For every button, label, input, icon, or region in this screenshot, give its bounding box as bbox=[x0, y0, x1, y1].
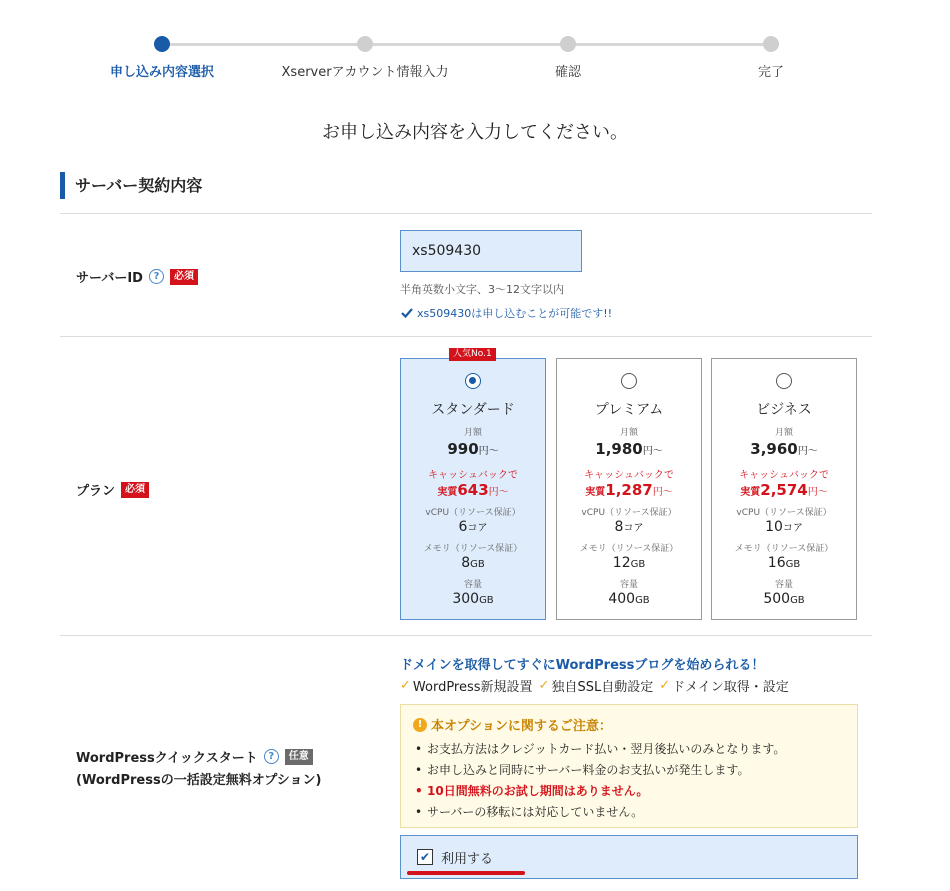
cpu-unit: コア bbox=[623, 523, 644, 534]
memory-value bbox=[401, 555, 545, 571]
cashback-label: キャッシュバックで bbox=[739, 470, 829, 481]
server-id-label-text: サーバーID bbox=[76, 271, 143, 286]
real-label: 実質 bbox=[740, 487, 761, 498]
cashback-price bbox=[557, 481, 701, 499]
cashback-value: 2,574 bbox=[760, 481, 808, 499]
optional-badge: 任意 bbox=[285, 749, 313, 765]
plan-radio[interactable] bbox=[776, 373, 792, 389]
step-label: 申し込み内容選択 bbox=[109, 65, 214, 80]
step-label: 確認 bbox=[554, 65, 581, 80]
cpu-unit: コア bbox=[467, 523, 488, 534]
step-label: Xserverアカウント情報入力 bbox=[281, 65, 449, 80]
storage-value bbox=[712, 591, 856, 607]
storage-number: 500 bbox=[763, 591, 791, 607]
memory-number: 16 bbox=[767, 555, 786, 571]
progress-steps bbox=[60, 34, 870, 84]
monthly-label: 月額 bbox=[619, 428, 638, 438]
plan-price bbox=[401, 440, 545, 458]
cashback-label: キャッシュバックで bbox=[584, 470, 674, 481]
cashback-price bbox=[712, 481, 856, 499]
row-divider bbox=[60, 635, 872, 636]
help-icon[interactable]: ? bbox=[264, 749, 279, 764]
real-label: 実質 bbox=[585, 487, 606, 498]
wp-feature-item bbox=[539, 676, 654, 695]
plan-name: ビジネス bbox=[756, 402, 812, 418]
ok-message-text: xs509430は申し込むことが可能です!! bbox=[417, 307, 613, 320]
check-icon: ✓ bbox=[659, 678, 671, 693]
cpu-value bbox=[712, 519, 856, 535]
storage-label: 容量 bbox=[774, 580, 793, 590]
server-id-label bbox=[76, 267, 198, 286]
storage-value bbox=[401, 591, 545, 607]
cpu-label: vCPU（リソース保証） bbox=[736, 508, 832, 518]
wp-feature-label: 独自SSL自動設定 bbox=[551, 680, 654, 695]
server-id-input[interactable] bbox=[400, 230, 582, 272]
highlight-underline bbox=[407, 871, 525, 875]
real-label: 実質 bbox=[437, 487, 458, 498]
step-confirm bbox=[468, 34, 668, 80]
monthly-label: 月額 bbox=[774, 428, 793, 438]
step-complete bbox=[671, 34, 871, 80]
wp-quickstart-sublabel: (WordPressの一括設定無料オプション) bbox=[76, 773, 322, 788]
plan-label-text: プラン bbox=[76, 484, 116, 499]
plan-name: スタンダード bbox=[431, 402, 515, 418]
storage-label: 容量 bbox=[463, 580, 482, 590]
required-badge: 必須 bbox=[121, 482, 149, 498]
storage-number: 300 bbox=[452, 591, 480, 607]
price-unit: 円〜 bbox=[478, 446, 499, 457]
plan-card-premium[interactable] bbox=[556, 358, 702, 620]
wp-quickstart-label bbox=[76, 747, 313, 766]
plan-name: プレミアム bbox=[594, 402, 664, 418]
check-icon bbox=[400, 307, 414, 319]
step-label: 完了 bbox=[757, 65, 784, 80]
wp-features bbox=[400, 676, 789, 695]
plan-card-business[interactable] bbox=[711, 358, 857, 620]
notice-box bbox=[400, 704, 858, 828]
cpu-unit: コア bbox=[782, 523, 803, 534]
section-title: サーバー契約内容 bbox=[60, 172, 202, 199]
cashback-price bbox=[401, 481, 545, 499]
wp-feature-item bbox=[659, 676, 789, 695]
check-icon: ✓ bbox=[400, 678, 411, 693]
step-dot-active bbox=[154, 36, 170, 52]
price-unit: 円〜 bbox=[642, 446, 663, 457]
plan-price bbox=[712, 440, 856, 458]
price-unit: 円〜 bbox=[797, 446, 818, 457]
cpu-number: 8 bbox=[614, 519, 624, 535]
cpu-value bbox=[401, 519, 545, 535]
step-account-info bbox=[265, 34, 465, 80]
memory-unit: GB bbox=[630, 559, 646, 570]
storage-number: 400 bbox=[608, 591, 636, 607]
price-value: 3,960 bbox=[750, 440, 798, 458]
cashback-unit: 円〜 bbox=[488, 487, 509, 498]
price-value: 1,980 bbox=[595, 440, 643, 458]
cashback-unit: 円〜 bbox=[652, 487, 673, 498]
row-divider bbox=[60, 213, 872, 214]
memory-value bbox=[557, 555, 701, 571]
storage-unit: GB bbox=[635, 595, 650, 606]
plan-card-standard[interactable] bbox=[400, 349, 546, 620]
cashback-value: 1,287 bbox=[605, 481, 653, 499]
use-checkbox[interactable]: ✔ bbox=[417, 849, 433, 865]
notice-title bbox=[413, 715, 845, 734]
monthly-label: 月額 bbox=[463, 428, 482, 438]
memory-unit: GB bbox=[785, 559, 801, 570]
plan-radio[interactable] bbox=[465, 373, 481, 389]
memory-label: メモリ（リソース保証） bbox=[423, 544, 523, 554]
server-id-hint: 半角英数小文字、3〜12文字以内 bbox=[400, 283, 564, 296]
memory-label: メモリ（リソース保証） bbox=[579, 544, 679, 554]
required-badge: 必須 bbox=[170, 269, 198, 285]
cashback-unit: 円〜 bbox=[807, 487, 828, 498]
step-select-content bbox=[62, 34, 262, 80]
cpu-label: vCPU（リソース保証） bbox=[581, 508, 677, 518]
cashback-label: キャッシュバックで bbox=[428, 470, 518, 481]
price-value: 990 bbox=[447, 440, 479, 458]
step-dot bbox=[560, 36, 576, 52]
warning-icon: ! bbox=[413, 718, 427, 732]
wp-feature-item bbox=[400, 676, 533, 695]
step-dot bbox=[763, 36, 779, 52]
cashback-value: 643 bbox=[457, 481, 489, 499]
cpu-label: vCPU（リソース保証） bbox=[425, 508, 521, 518]
server-id-ok-message bbox=[400, 305, 612, 321]
notice-title-text: 本オプションに関するご注意： bbox=[431, 719, 612, 734]
help-icon[interactable]: ? bbox=[149, 269, 164, 284]
notice-list bbox=[413, 739, 845, 823]
step-dot bbox=[357, 36, 373, 52]
memory-number: 12 bbox=[612, 555, 631, 571]
use-label[interactable]: 利用する bbox=[441, 851, 494, 867]
storage-unit: GB bbox=[790, 595, 805, 606]
notice-item: • サーバーの移転には対応していません。 bbox=[413, 802, 845, 823]
memory-label: メモリ（リソース保証） bbox=[734, 544, 834, 554]
storage-label: 容量 bbox=[619, 580, 638, 590]
wp-feature-label: WordPress新規設置 bbox=[412, 680, 533, 695]
notice-item: • お申し込みと同時にサーバー料金のお支払いが発生します。 bbox=[413, 760, 845, 781]
cpu-value bbox=[557, 519, 701, 535]
memory-value bbox=[712, 555, 856, 571]
page-title: お申し込み内容を入力してください。 bbox=[322, 122, 628, 143]
notice-item: • お支払方法はクレジットカード払い・翌月後払いのみとなります。 bbox=[413, 739, 845, 760]
cpu-number: 6 bbox=[458, 519, 468, 535]
check-icon: ✓ bbox=[538, 678, 550, 693]
plan-radio[interactable] bbox=[621, 373, 637, 389]
plan-label bbox=[76, 480, 149, 499]
wp-lead-text: ドメインを取得してすぐにWordPressブログを始められる！ bbox=[400, 658, 765, 673]
memory-unit: GB bbox=[470, 559, 485, 570]
plan-price bbox=[557, 440, 701, 458]
wp-feature-label: ドメイン取得・設定 bbox=[672, 680, 789, 695]
storage-value bbox=[557, 591, 701, 607]
row-divider bbox=[60, 336, 872, 337]
notice-item-alert: • 10日間無料のお試し期間はありません。 bbox=[413, 781, 845, 802]
popular-badge: 人気No.1 bbox=[449, 348, 496, 361]
storage-unit: GB bbox=[479, 595, 494, 606]
memory-number: 8 bbox=[461, 555, 471, 571]
cpu-number: 10 bbox=[765, 519, 783, 535]
wp-quickstart-label-text: WordPressクイックスタート bbox=[76, 751, 258, 766]
